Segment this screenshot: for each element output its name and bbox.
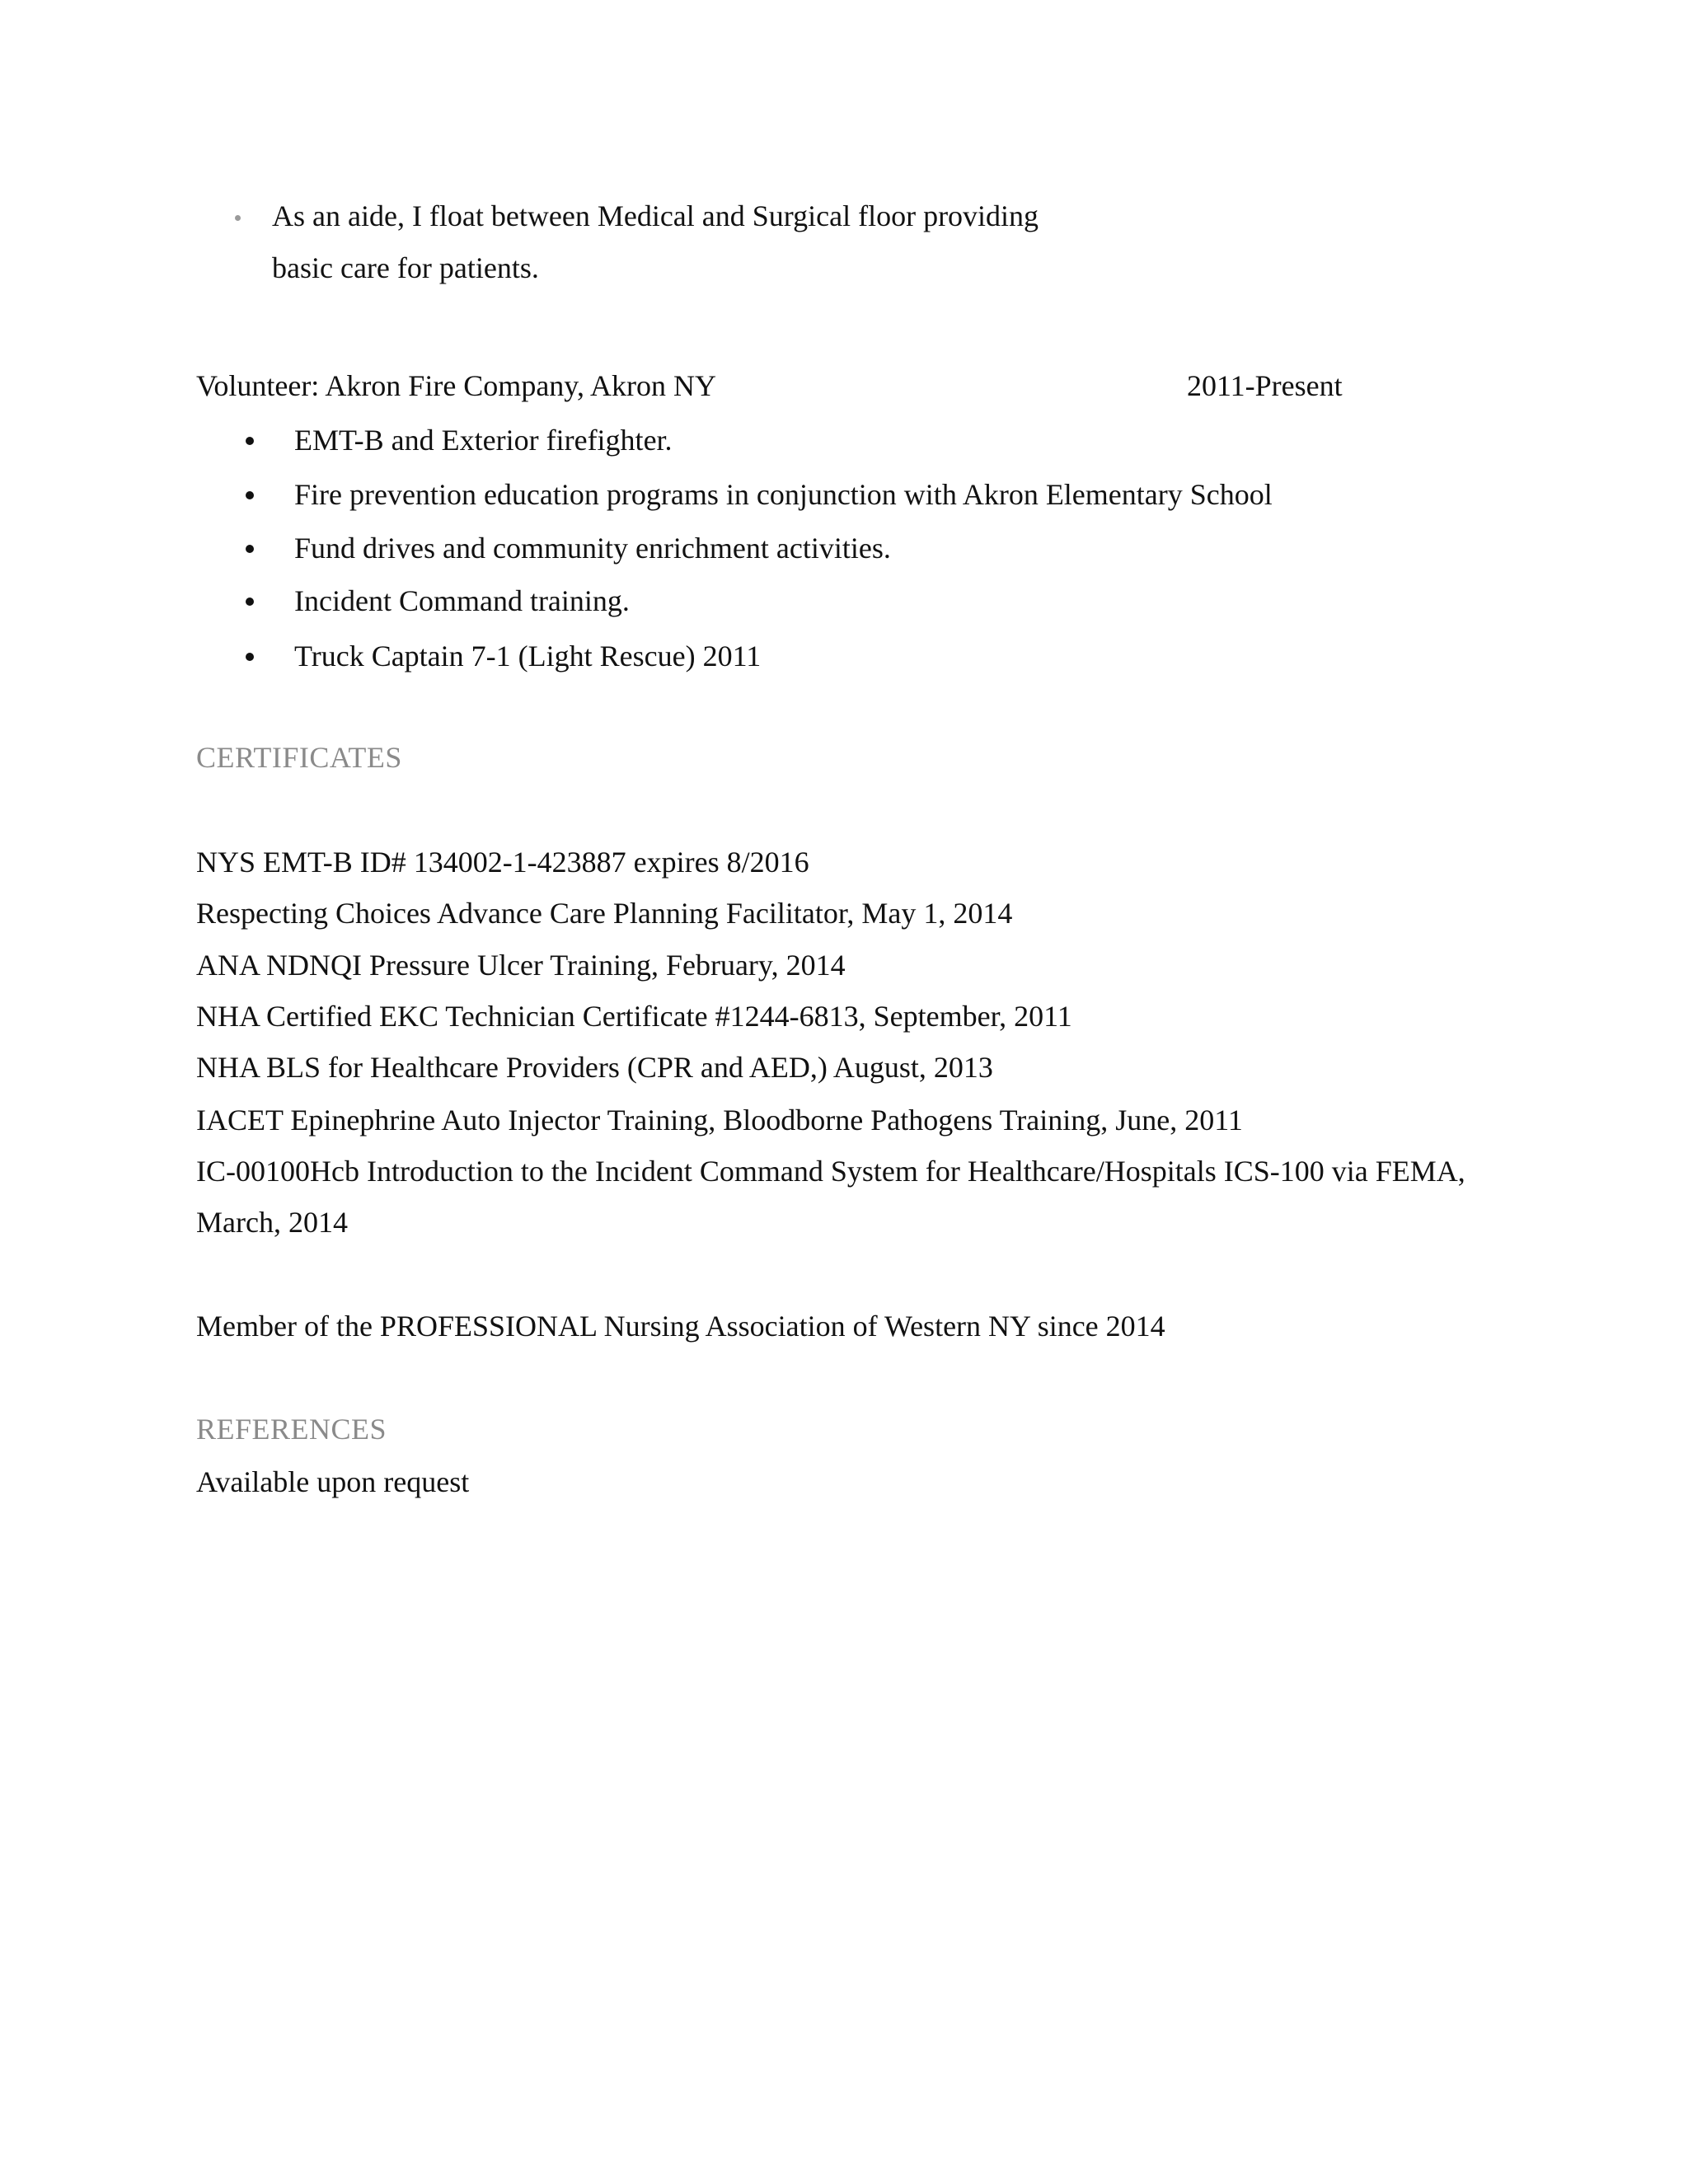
- certificate-item: ANA NDNQI Pressure Ulcer Training, February, 2014: [196, 949, 846, 982]
- volunteer-item: EMT-B and Exterior firefighter.: [294, 424, 673, 457]
- volunteer-item: Truck Captain 7-1 (Light Rescue) 2011: [294, 640, 762, 673]
- bullet-icon: [246, 545, 254, 553]
- certificate-item: Respecting Choices Advance Care Planning Facilitator, May 1, 2014: [196, 897, 1013, 930]
- intro-bullet-line-2: basic care for patients.: [272, 251, 539, 284]
- volunteer-dates: 2011-Present: [1187, 369, 1343, 402]
- bullet-icon: [246, 598, 254, 606]
- certificate-item: IACET Epinephrine Auto Injector Training, Bloodborne Pathogens Training, June, 2011: [196, 1104, 1243, 1137]
- bullet-icon: [235, 215, 241, 221]
- certificate-item: March, 2014: [196, 1206, 348, 1239]
- bullet-icon: [246, 653, 254, 661]
- intro-bullet-line-1: As an aide, I float between Medical and Surgical floor providing: [272, 199, 1039, 232]
- volunteer-item: Fire prevention education programs in conjunction with Akron Elementary School: [294, 478, 1273, 511]
- membership-statement: Member of the PROFESSIONAL Nursing Association of Western NY since 2014: [196, 1310, 1165, 1343]
- certificate-item: NHA Certified EKC Technician Certificate #1244-6813, September, 2011: [196, 1000, 1072, 1033]
- volunteer-title: Volunteer: Akron Fire Company, Akron NY: [196, 369, 716, 402]
- certificate-item: IC-00100Hcb Introduction to the Incident Command System for Healthcare/Hospitals ICS-100 via FEMA,: [196, 1155, 1465, 1188]
- volunteer-item: Incident Command training.: [294, 584, 630, 617]
- certificates-heading: CERTIFICATES: [196, 741, 402, 774]
- bullet-icon: [246, 437, 254, 445]
- certificate-item: NYS EMT-B ID# 134002-1-423887 expires 8/2016: [196, 846, 809, 879]
- references-heading: REFERENCES: [196, 1413, 387, 1446]
- bullet-icon: [246, 491, 254, 499]
- certificate-item: NHA BLS for Healthcare Providers (CPR and AED,) August, 2013: [196, 1051, 993, 1084]
- references-text: Available upon request: [196, 1465, 470, 1498]
- volunteer-item: Fund drives and community enrichment activities.: [294, 532, 891, 565]
